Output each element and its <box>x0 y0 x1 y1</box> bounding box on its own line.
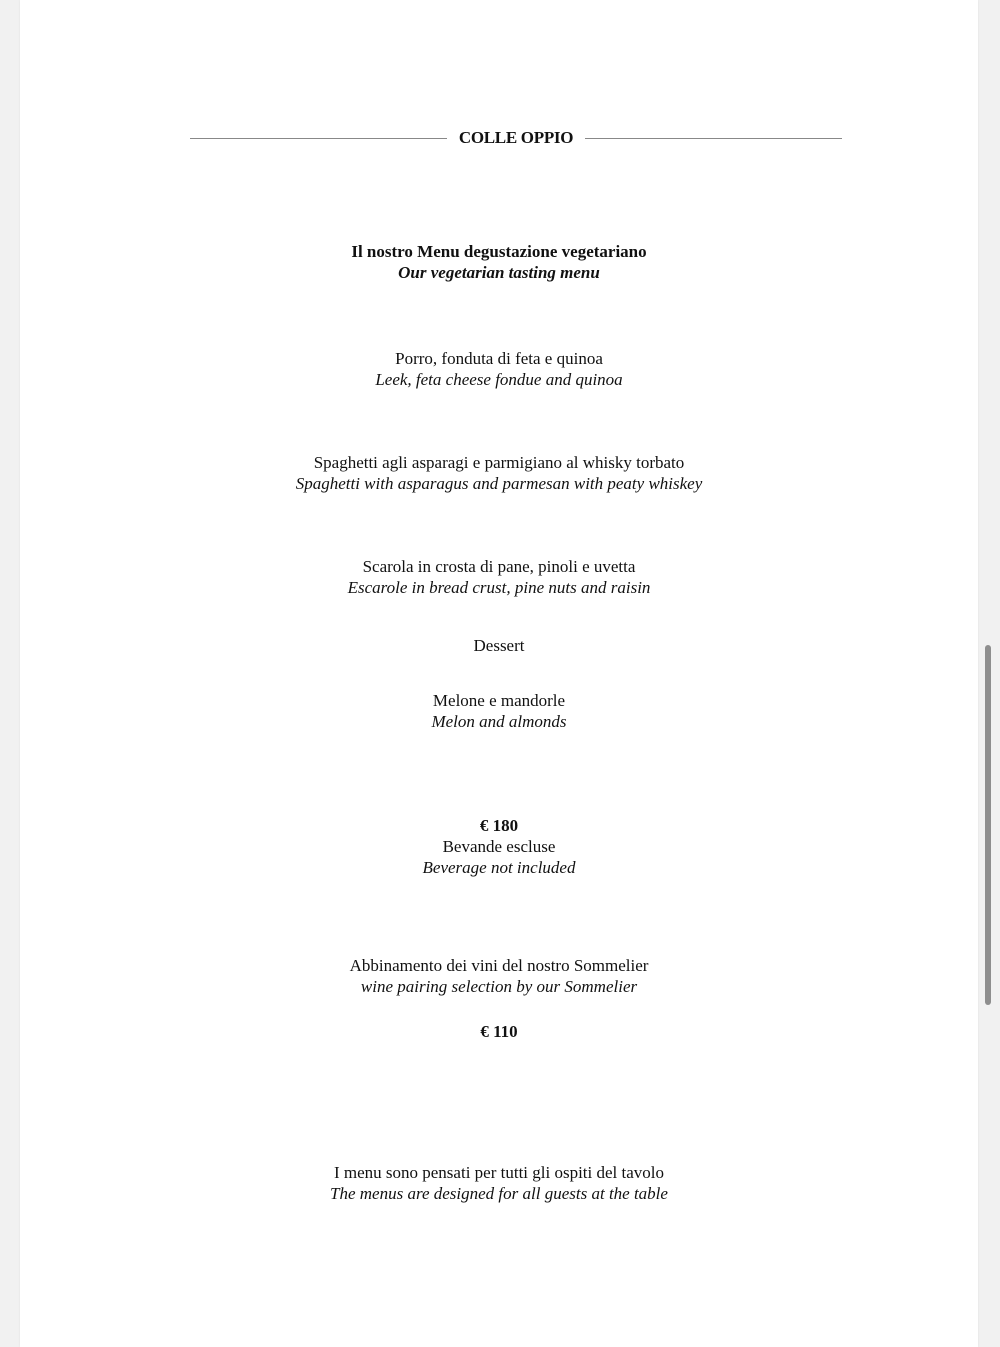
menu-note <box>20 1162 978 1204</box>
menu-price: € 180 <box>479 816 519 835</box>
vertical-scrollbar[interactable] <box>985 645 991 1005</box>
wine-pairing-block <box>20 955 978 997</box>
course-italian: Scarola in crosta di pane, pinoli e uvetta <box>362 557 636 576</box>
dessert-english: Melon and almonds <box>431 712 567 731</box>
note-italian: I menu sono pensati per tutti gli ospiti del tavolo <box>333 1163 665 1182</box>
beverage-italian: Bevande escluse <box>442 837 556 856</box>
menu-page <box>20 0 978 1347</box>
wine-price-block <box>20 1021 978 1042</box>
dessert-label: Dessert <box>473 636 525 655</box>
menu-title-italian: Il nostro Menu degustazione vegetariano <box>351 242 647 261</box>
page-header <box>190 127 842 149</box>
course-2 <box>20 452 978 494</box>
course-english: Spaghetti with asparagus and parmesan with peaty whiskey <box>295 474 703 493</box>
note-english: The menus are designed for all guests at the table <box>330 1184 668 1203</box>
wine-pairing-english: wine pairing selection by our Sommelier <box>360 977 638 996</box>
beverage-english: Beverage not included <box>422 858 576 877</box>
menu-title-english: Our vegetarian tasting menu <box>398 263 600 282</box>
restaurant-name: COLLE OPPIO <box>458 128 574 147</box>
course-english: Leek, feta cheese fondue and quinoa <box>375 370 623 389</box>
dessert-heading <box>20 635 978 656</box>
course-italian: Porro, fonduta di feta e quinoa <box>395 349 603 368</box>
menu-title <box>20 241 978 283</box>
course-italian: Spaghetti agli asparagi e parmigiano al whisky torbato <box>313 453 685 472</box>
dessert-course <box>20 690 978 732</box>
wine-price: € 110 <box>480 1022 518 1041</box>
course-1 <box>20 348 978 390</box>
course-english: Escarole in bread crust, pine nuts and raisin <box>347 578 651 597</box>
header-rule-left <box>190 138 447 139</box>
wine-pairing-italian: Abbinamento dei vini del nostro Sommelier <box>349 956 649 975</box>
header-rule-right <box>585 138 842 139</box>
course-3 <box>20 556 978 598</box>
dessert-italian: Melone e mandorle <box>432 691 566 710</box>
menu-price-block <box>20 815 978 878</box>
